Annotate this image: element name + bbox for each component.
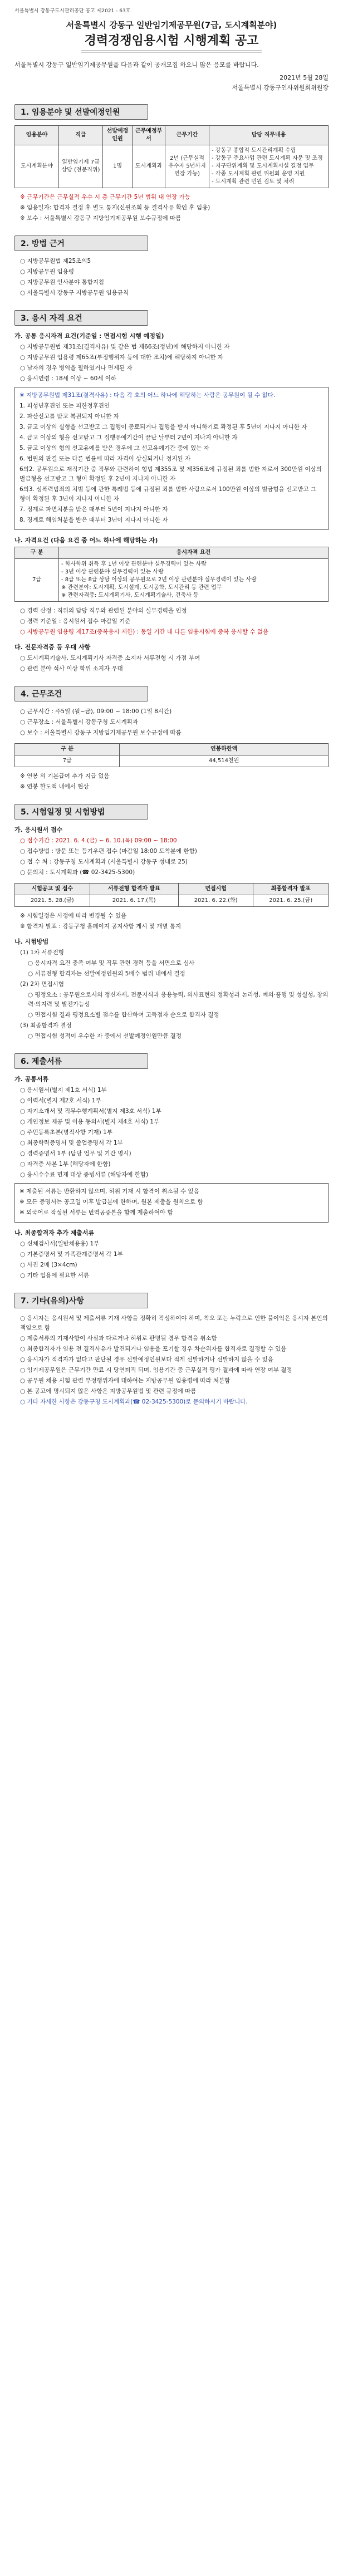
- document-item: ○ 최종학력증명서 및 졸업증명서 각 1부: [20, 1140, 123, 1146]
- schedule-col-final: 최종합격자 발표: [253, 884, 329, 895]
- section-1-note: ※ 임용일자: 합격자 결정 후 별도 통지(신원조회 등 결격사유 확인 후 임용): [20, 204, 210, 211]
- section-4-title: 4. 근무조건: [21, 690, 62, 699]
- section-1-header: [14, 104, 148, 120]
- subsection-title: 가. 공통 응시자격 요건(기준일 : 면접시험 시행 예정일): [14, 332, 164, 340]
- caution-item: ○ 기타 자세한 사항은 강동구청 도시계획과(☎ 02-3425-5300)로 문의하시기 바랍니다.: [20, 1399, 248, 1405]
- document-item: ○ 자기소개서 및 직무수행계획서(별지 제3호 서식) 1부: [20, 1108, 161, 1115]
- pay-amount: 44,514천원: [120, 755, 329, 767]
- schedule-final: 2021. 6. 25.(금): [253, 895, 329, 907]
- section-7-title: 7. 기타(유의)사항: [21, 1297, 84, 1306]
- qualification-table: [14, 547, 329, 602]
- subsection-title: 가. 응시원서 접수: [14, 826, 63, 833]
- notice-author: 서울특별시 강동구인사위원회위원장: [232, 84, 329, 91]
- notice-number: 서울특별시 강동구도시관리공단 공고 제2021 - 63호: [14, 8, 131, 14]
- caution-item: ○ 제출서류의 기재사항이 사실과 다르거나 허위로 판명될 경우 합격을 취소함: [20, 1335, 217, 1342]
- disqualification-line: 4. 금고 이상의 형을 선고받고 그 집행유예기간이 끝난 날부터 2년이 지나지 아니한 자: [19, 434, 238, 441]
- title-block: [14, 19, 329, 52]
- position-col-grade: 직급: [59, 126, 103, 145]
- section-7-header: [14, 1293, 148, 1308]
- method-item: ○ 응시자격 요건 충족 여부 및 직무 관련 경력 등을 서면으로 심사: [28, 960, 195, 966]
- pay-grade: 7급: [15, 755, 120, 767]
- subsection-title: 나. 최종합격자 추가 제출서류: [14, 1229, 95, 1237]
- position-col-duties: 담당 직무내용: [209, 126, 329, 145]
- section-6-title: 6. 제출서류: [21, 1057, 62, 1066]
- caution-item: ○ 공무원 채용 시험 관련 부정행위자에 대하여는 지방공무원 임용령에 따라 처분함: [20, 1377, 231, 1384]
- pay-col-grade: 구 분: [15, 744, 120, 755]
- position-duties: [209, 145, 329, 188]
- document-item: ○ 자격증 사본 1부 (해당자에 한함): [20, 1161, 111, 1167]
- requirement-item: ○ 지방공무원 임용령 제65조(부정행위자 등에 대한 조치)에 해당하지 아니한 자: [20, 354, 224, 361]
- document-item: ○ 응시수수료 면제 대상 증빙서류 (해당자에 한함): [20, 1171, 149, 1178]
- section-3-header: [14, 310, 148, 326]
- qualification-reqs: [59, 559, 329, 602]
- schedule-col-interview: 면접시험: [178, 884, 253, 895]
- application-item: ○ 접수기간 : 2021. 6. 4.(금) ~ 6. 10.(목) 09:00 ~ 18:00: [20, 837, 177, 844]
- schedule-table: [14, 883, 329, 907]
- disqualification-box: [14, 387, 329, 530]
- duty-line: - 각종 도시계획 관련 위원회 운영 지원: [212, 171, 305, 177]
- qualification-line: - 8급 또는 8급 상당 이상의 공무원으로 2년 이상 관련분야 실무경력이 있는 사람: [61, 577, 257, 583]
- position-grade: 일반임기제 7급상당 (전문직위): [59, 145, 103, 188]
- section-3-title: 3. 응시 자격 요건: [21, 314, 82, 323]
- legal-basis-item: ○ 지방공무원법 제25조의5: [20, 258, 91, 264]
- schedule-notice: 2021. 5. 28.(금): [15, 895, 90, 907]
- duty-line: - 도시계획 관련 민원 검토 및 처리: [212, 179, 295, 185]
- subsection-title: 가. 공통서류: [14, 1076, 49, 1083]
- table-row: [15, 895, 329, 907]
- disqualification-line: 3. 금고 이상의 실형을 선고받고 그 집행이 종료되거나 집행을 받지 아니하기로 확정된 후 5년이 지나지 아니한 자: [19, 424, 307, 430]
- document-item: ○ 기타 임용에 필요한 서류: [20, 1272, 89, 1279]
- requirement-item: ○ 경력 산정 : 직위의 담당 직무와 관련된 분야의 실무경력을 인정: [20, 607, 187, 614]
- qualification-col-grade: 구 분: [15, 547, 59, 559]
- title-line-2: 경력경쟁임용시험 시행계획 공고: [81, 33, 262, 52]
- disqualification-line: 8. 징계로 해임처분을 받은 때부터 3년이 지나지 아니한 자: [19, 517, 168, 523]
- disqualification-line: 6의2. 공무원으로 재직기간 중 직무와 관련하여 형법 제355조 및 제356조에 규정된 죄를 범한 자로서 300만원 이상의 벌금형을 선고받고 그 형이 확정된 후 2년이 지나지 아니한 자: [19, 466, 322, 482]
- method-item: (2) 2차 면접시험: [20, 981, 64, 988]
- method-item: (1) 1차 서류전형: [20, 949, 64, 956]
- intro-text: 서울특별시 강동구 일반임기제공무원을 다음과 같이 공개모집 하오니 많은 응모를 바랍니다.: [14, 61, 259, 68]
- preference-item: ○ 관련 분야 석사 이상 학위 소지자 우대: [20, 665, 123, 672]
- schedule-interview: 2021. 6. 22.(화): [178, 895, 253, 907]
- requirement-item: ○ 응시연령 : 18세 이상 ~ 60세 이하: [20, 375, 117, 382]
- document-item: ○ 신체검사서(일반채용용) 1부: [20, 1240, 100, 1247]
- position-field: 도시계획분야: [15, 145, 59, 188]
- requirement-item: ○ 경력 기준일 : 응시원서 접수 마감일 기준: [20, 618, 131, 625]
- method-item: ○ 면접시험 결과 평정요소별 점수를 합산하여 고득점자 순으로 합격자 결정: [28, 1012, 219, 1018]
- schedule-header-row: [15, 884, 329, 895]
- disqualification-line: 6. 법원의 판결 또는 다른 법률에 따라 자격이 상실되거나 정지된 자: [19, 455, 191, 462]
- position-col-count: 선발예정인원: [103, 126, 133, 145]
- position-count: 1명: [103, 145, 133, 188]
- schedule-col-doc-pass: 서류전형 합격자 발표: [90, 884, 178, 895]
- work-condition-item: ○ 근무장소 : 서울특별시 강동구청 도시계획과: [20, 719, 138, 725]
- qualification-line: ※ 관련분야: 도시계획, 도시설계, 도시공학, 도시관리 등 관련 업무: [61, 585, 222, 591]
- pay-col-amount: 연봉하한액: [120, 744, 329, 755]
- section-2-title: 2. 방법 근거: [21, 239, 65, 248]
- duty-line: - 강동구 종합적 도시관리계획 수립: [212, 148, 296, 154]
- application-item: ○ 접수방법 : 방문 또는 등기우편 접수 (마감일 18:00 도착분에 한함): [20, 848, 197, 855]
- section-5-title: 5. 시험일정 및 시험방법: [21, 808, 105, 817]
- position-col-dept: 근무예정부서: [133, 126, 165, 145]
- method-item: ○ 서류전형 합격자는 선발예정인원의 5배수 범위 내에서 결정: [28, 970, 185, 977]
- subsection-title: 나. 시험방법: [14, 938, 49, 945]
- method-item: (3) 최종합격자 결정: [20, 1022, 72, 1029]
- subsection-title: 나. 자격요건 (다음 요건 중 어느 하나에 해당하는 자): [14, 537, 158, 544]
- position-table-header-row: [15, 126, 329, 145]
- qualification-grade: 7급: [15, 559, 59, 602]
- position-col-field: 임용분야: [15, 126, 59, 145]
- table-row: [15, 755, 329, 767]
- caution-item: ○ 본 공고에 명시되지 않은 사항은 지방공무원법 및 관련 규정에 따름: [20, 1388, 197, 1395]
- document-note: ※ 외국어로 작성된 서류는 번역공증본을 함께 제출하여야 함: [19, 1209, 173, 1216]
- section-5-header: [14, 804, 148, 820]
- pay-table: [14, 743, 329, 767]
- qualification-header-row: [15, 547, 329, 559]
- caution-item: ○ 임기제공무원은 근무기간 만료 시 당연퇴직 되며, 임용기간 중 근무실적 평가 결과에 따라 연장 여부 결정: [20, 1367, 292, 1373]
- caution-item: ○ 최종합격자가 임용 전 결격사유가 발견되거나 임용을 포기할 경우 차순위자를 합격자로 결정할 수 있음: [20, 1346, 287, 1352]
- disqualification-line: 1. 피성년후견인 또는 피한정후견인: [19, 403, 110, 409]
- application-item: ○ 문의처 : 도시계획과 (☎ 02-3425-5300): [20, 869, 135, 876]
- table-row: [15, 145, 329, 188]
- work-condition-item: ○ 보수 : 서울특별시 강동구 지방임기제공무원 보수규정에 따름: [20, 729, 182, 736]
- section-1-title: 1. 임용분야 및 선발예정인원: [21, 108, 120, 117]
- position-dept: 도시계획과: [133, 145, 165, 188]
- pay-note: ※ 연봉 외 기본급여 추가 지급 없음: [20, 773, 110, 779]
- qualification-line: - 3년 이상 관련분야 실무경력이 있는 사람: [61, 569, 164, 575]
- work-condition-item: ○ 근무시간 : 주5일 (월~금), 09:00 ~ 18:00 (1일 8시간): [20, 708, 172, 715]
- disqualification-line: 7. 징계로 파면처분을 받은 때부터 5년이 지나지 아니한 자: [19, 506, 168, 513]
- pay-note: ※ 연봉 한도액 내에서 협상: [20, 783, 89, 790]
- section-4-header: [14, 686, 148, 701]
- caution-item: ○ 응시자가 적격자가 없다고 판단될 경우 선발예정인원보다 적게 선발하거나 선발하지 않을 수 있음: [20, 1356, 273, 1363]
- caution-item: ○ 응시자는 응시원서 및 제출서류 기재 사항을 정확히 작성하여야 하며, 착오 또는 누락으로 인한 불이익은 응시자 본인의 책임으로 함: [20, 1315, 328, 1331]
- title-line-1: 서울특별시 강동구 일반임기제공무원(7급, 도시계획분야): [66, 20, 277, 30]
- method-item: ○ 평정요소 : 공무원으로서의 정신자세, 전문지식과 응용능력, 의사표현의 정확성과 논리성, 예의·품행 및 성실성, 창의력·의지력 및 발전가능성: [28, 992, 329, 1008]
- position-table: [14, 125, 329, 188]
- duty-line: - 강동구 주요사업 관련 도시계획 자문 및 조정: [212, 155, 323, 161]
- document-item: ○ 응시원서(별지 제1호 서식) 1부: [20, 1087, 107, 1093]
- legal-basis-item: ○ 서울특별시 강동구 지방공무원 임용규칙: [20, 290, 129, 296]
- requirement-item: ○ 지방공무원법 제31조(결격사유) 및 같은 법 제66조(정년)에 해당하지 아니한 자: [20, 344, 230, 350]
- qualification-line: - 학사학위 취득 후 1년 이상 관련분야 실무경력이 있는 사람: [61, 561, 207, 567]
- duty-line: - 지구단위계획 및 도시계획시설 결정 업무: [212, 163, 314, 169]
- legal-basis-item: ○ 지방공무원 임용령: [20, 268, 74, 275]
- legal-basis-item: ○ 지방공무원 인사분야 통합지침: [20, 279, 105, 286]
- qualification-col-reqs: 응시자격 요건: [59, 547, 329, 559]
- document-note-box: [14, 1183, 329, 1223]
- disqualification-line: 6의3. 성폭력범죄의 처벌 등에 관한 특례법 등에 규정된 죄를 범한 사람으로서 100만원 이상의 벌금형을 선고받고 그 형이 확정된 후 3년이 지나지 아니한 자: [19, 486, 317, 502]
- position-col-period: 근무기간: [165, 126, 209, 145]
- preference-item: ○ 도시계획기술사, 도시계획기사 자격증 소지자 서류전형 시 가점 부여: [20, 655, 200, 661]
- document-item: ○ 주민등록초본(병적사항 기재) 1부: [20, 1129, 112, 1136]
- pay-header-row: [15, 744, 329, 755]
- schedule-col-notice: 시험공고 및 접수: [15, 884, 90, 895]
- section-6-header: [14, 1053, 148, 1069]
- document-item: ○ 개인정보 제공 및 이용 동의서(별지 제4호 서식) 1부: [20, 1118, 160, 1125]
- section-1-note: ※ 보수 : 서울특별시 강동구 지방임기제공무원 보수규정에 따름: [20, 215, 182, 222]
- schedule-note: ※ 시험일정은 사정에 따라 변경될 수 있음: [20, 912, 127, 919]
- disqualification-line: 2. 파산선고를 받고 복권되지 아니한 자: [19, 413, 119, 420]
- application-item: ○ 접 수 처 : 강동구청 도시계획과 (서울특별시 강동구 성내로 25): [20, 858, 188, 865]
- subsection-title: 다. 전문자격증 등 우대 사항: [14, 644, 91, 651]
- section-1-note: ※ 근무기간은 근무실적 우수 시 총 근무기간 5년 범위 내 연장 가능: [20, 194, 190, 200]
- notice-date: 2021년 5월 28일: [280, 74, 329, 81]
- qualification-line: ※ 관련자격증: 도시계획기사, 도시계획기술사, 건축사 등: [61, 592, 199, 598]
- requirement-item: ○ 남자의 경우 병역을 필하였거나 면제된 자: [20, 365, 133, 371]
- position-period: 2년 (근무실적 우수자 5년까지 연장 가능): [165, 145, 209, 188]
- schedule-note: ※ 합격자 발표 : 강동구청 홈페이지 공지사항 게시 및 개별 통지: [20, 923, 182, 930]
- document-item: ○ 이력서(별지 제2호 서식) 1부: [20, 1097, 101, 1104]
- document-item: ○ 기본증명서 및 가족관계증명서 각 1부: [20, 1251, 123, 1258]
- section-2-header: [14, 235, 148, 251]
- table-row: [15, 559, 329, 602]
- disqualification-line: ※ 지방공무원법 제31조(결격사유) : 다음 각 호의 어느 하나에 해당하는 사람은 공무원이 될 수 없다.: [19, 392, 276, 399]
- document-note: ※ 모든 증명서는 공고일 이후 발급분에 한하며, 원본 제출을 원칙으로 함: [19, 1199, 203, 1205]
- document-note: ※ 제출된 서류는 반환하지 않으며, 허위 기재 시 합격이 취소될 수 있음: [19, 1188, 199, 1195]
- document-item: ○ 사진 2매 (3×4cm): [20, 1262, 77, 1268]
- disqualification-line: 5. 금고 이상의 형의 선고유예를 받은 경우에 그 선고유예기간 중에 있는 자: [19, 445, 209, 452]
- document-item: ○ 경력증명서 1부 (담당 업무 및 기간 명시): [20, 1150, 131, 1157]
- method-item: ○ 면접시험 성적이 우수한 자 중에서 선발예정인원만큼 결정: [28, 1033, 182, 1039]
- requirement-item: ○ 지방공무원 임용령 제17조(중복응시 제한) : 동일 기간 내 다른 임용시험에 중복 응시할 수 없음: [20, 629, 269, 635]
- schedule-doc-pass: 2021. 6. 17.(목): [90, 895, 178, 907]
